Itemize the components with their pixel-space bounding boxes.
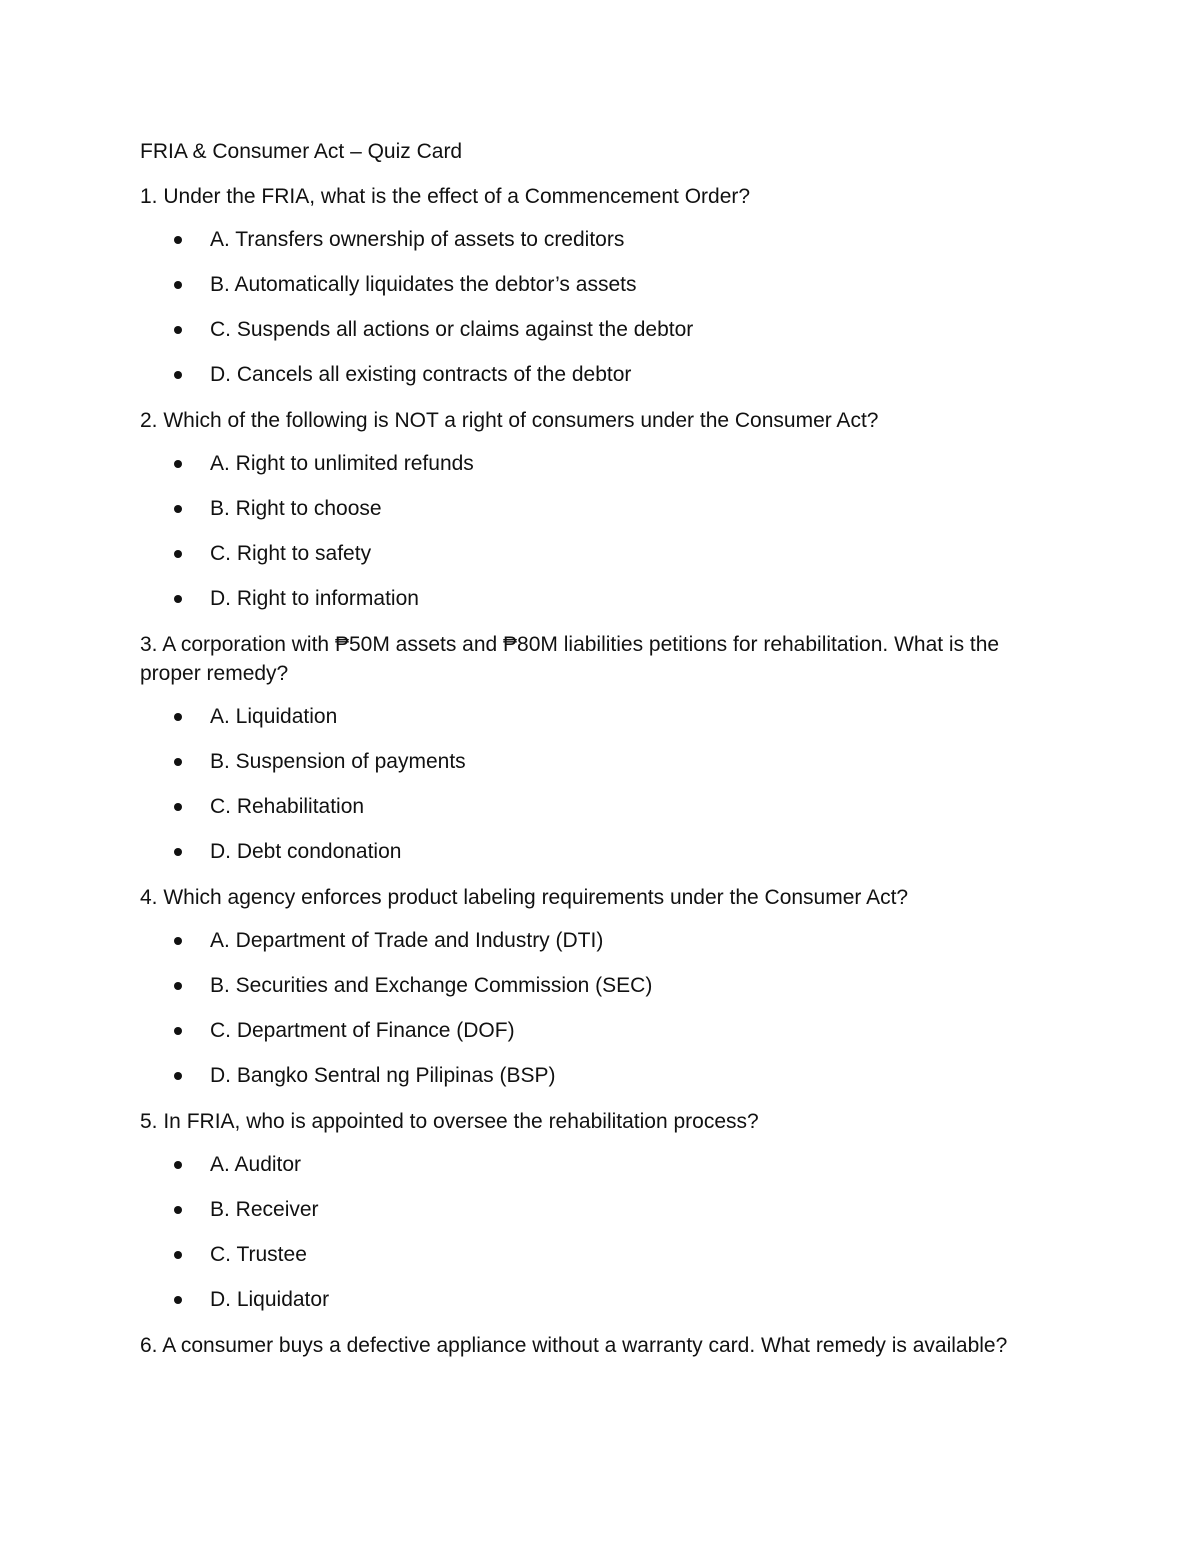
question-block xyxy=(140,1331,1060,1360)
option-item xyxy=(140,1286,1060,1314)
question-text: 1. Under the FRIA, what is the effect of a Commencement Order? xyxy=(140,185,751,208)
option-item xyxy=(140,1151,1060,1179)
question-text: 6. A consumer buys a defective appliance without a warranty card. What remedy is available? xyxy=(140,1334,1008,1357)
bullet-icon xyxy=(174,371,182,379)
bullet-icon xyxy=(174,550,182,558)
option-label: A. Auditor xyxy=(210,1153,302,1176)
option-item xyxy=(140,972,1060,1000)
option-item xyxy=(140,793,1060,821)
option-item xyxy=(140,450,1060,478)
bullet-icon xyxy=(174,713,182,721)
option-label: C. Right to safety xyxy=(210,542,372,565)
bullet-icon xyxy=(174,1296,182,1304)
bullet-icon xyxy=(174,1161,182,1169)
bullet-icon xyxy=(174,803,182,811)
option-label: A. Right to unlimited refunds xyxy=(210,452,474,475)
option-label: B. Securities and Exchange Commission (SEC) xyxy=(210,974,653,997)
option-label: C. Department of Finance (DOF) xyxy=(210,1019,515,1042)
option-item xyxy=(140,1196,1060,1224)
question-text: 3. A corporation with ₱50M assets and ₱80M liabilities petitions for rehabilitation. What is the proper remedy? xyxy=(140,633,1000,685)
bullet-icon xyxy=(174,982,182,990)
page-title: FRIA & Consumer Act – Quiz Card xyxy=(140,140,463,163)
option-item xyxy=(140,271,1060,299)
option-list xyxy=(140,450,1060,613)
option-list xyxy=(140,703,1060,866)
option-item xyxy=(140,316,1060,344)
option-item xyxy=(140,838,1060,866)
bullet-icon xyxy=(174,1027,182,1035)
option-label: D. Liquidator xyxy=(210,1288,330,1311)
question-block xyxy=(140,1107,1060,1314)
bullet-icon xyxy=(174,460,182,468)
option-item xyxy=(140,1017,1060,1045)
option-item xyxy=(140,703,1060,731)
option-label: C. Rehabilitation xyxy=(210,795,365,818)
option-list xyxy=(140,1151,1060,1314)
bullet-icon xyxy=(174,1072,182,1080)
option-list xyxy=(140,226,1060,389)
option-item xyxy=(140,1062,1060,1090)
option-label: D. Right to information xyxy=(210,587,419,610)
question-block xyxy=(140,182,1060,389)
option-label: D. Cancels all existing contracts of the debtor xyxy=(210,363,632,386)
bullet-icon xyxy=(174,1206,182,1214)
option-list xyxy=(140,927,1060,1090)
option-item xyxy=(140,495,1060,523)
option-label: B. Suspension of payments xyxy=(210,750,466,773)
option-label: D. Debt condonation xyxy=(210,840,402,863)
option-label: A. Department of Trade and Industry (DTI) xyxy=(210,929,604,952)
option-label: C. Trustee xyxy=(210,1243,307,1266)
question-block xyxy=(140,883,1060,1090)
option-label: C. Suspends all actions or claims against the debtor xyxy=(210,318,694,341)
bullet-icon xyxy=(174,326,182,334)
bullet-icon xyxy=(174,595,182,603)
option-label: B. Automatically liquidates the debtor’s assets xyxy=(210,273,637,296)
option-item xyxy=(140,361,1060,389)
bullet-icon xyxy=(174,848,182,856)
bullet-icon xyxy=(174,937,182,945)
bullet-icon xyxy=(174,236,182,244)
option-item xyxy=(140,1241,1060,1269)
question-text: 2. Which of the following is NOT a right of consumers under the Consumer Act? xyxy=(140,409,879,432)
option-label: B. Receiver xyxy=(210,1198,319,1221)
option-item xyxy=(140,226,1060,254)
option-item xyxy=(140,748,1060,776)
question-text: 4. Which agency enforces product labeling requirements under the Consumer Act? xyxy=(140,886,909,909)
question-text: 5. In FRIA, who is appointed to oversee the rehabilitation process? xyxy=(140,1110,759,1133)
option-label: A. Transfers ownership of assets to creditors xyxy=(210,228,625,251)
bullet-icon xyxy=(174,1251,182,1259)
bullet-icon xyxy=(174,281,182,289)
option-item xyxy=(140,540,1060,568)
question-block xyxy=(140,406,1060,613)
option-label: A. Liquidation xyxy=(210,705,338,728)
bullet-icon xyxy=(174,505,182,513)
option-label: B. Right to choose xyxy=(210,497,382,520)
question-block xyxy=(140,630,1060,866)
option-label: D. Bangko Sentral ng Pilipinas (BSP) xyxy=(210,1064,556,1087)
bullet-icon xyxy=(174,758,182,766)
option-item xyxy=(140,927,1060,955)
document-content xyxy=(140,138,1060,1375)
option-item xyxy=(140,585,1060,613)
